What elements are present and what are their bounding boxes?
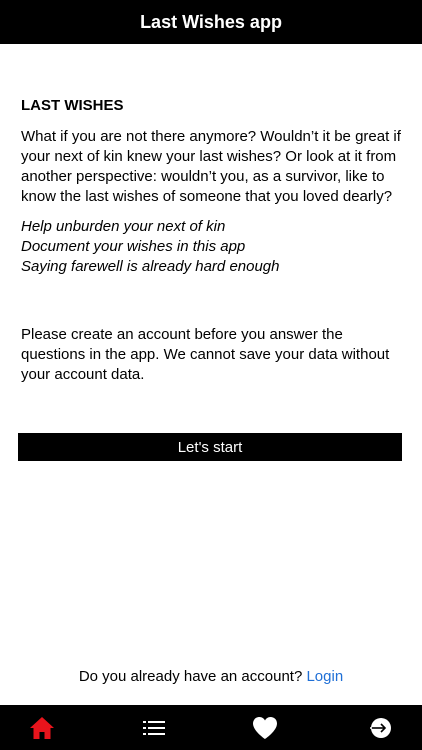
heart-icon — [252, 716, 278, 740]
login-prompt: Do you already have an account? — [78, 668, 303, 685]
login-prompt-line — [0, 668, 422, 685]
tagline-list — [21, 217, 405, 277]
list-icon — [143, 720, 165, 736]
main-content — [21, 96, 405, 385]
tab-wishes[interactable] — [235, 705, 295, 750]
home-icon — [28, 715, 56, 741]
lets-start-button[interactable]: Let's start — [18, 433, 402, 461]
tab-home[interactable] — [12, 705, 72, 750]
tagline-item: Document your wishes in this app — [21, 238, 246, 255]
tab-list[interactable] — [124, 705, 184, 750]
tagline-item: Saying farewell is already hard enough — [21, 258, 280, 275]
section-heading: LAST WISHES — [21, 97, 124, 114]
tab-logout[interactable] — [350, 705, 410, 750]
page-title: Last Wishes app — [140, 11, 282, 32]
account-note: Please create an account before you answer the questions in the app. We cannot save your data without your account data. — [21, 326, 390, 383]
intro-text: What if you are not there anymore? Wouldn’t it be great if your next of kin knew your last wishes? Or look at it from another perspective: wouldn’t you, as a survivor, like to know the last wishes of someone that you loved dearly? — [21, 128, 401, 205]
app-header — [0, 0, 422, 44]
login-link[interactable]: Login — [306, 668, 344, 685]
logout-icon — [366, 715, 394, 741]
bottom-tab-bar — [0, 705, 422, 750]
tagline-item: Help unburden your next of kin — [21, 218, 226, 235]
